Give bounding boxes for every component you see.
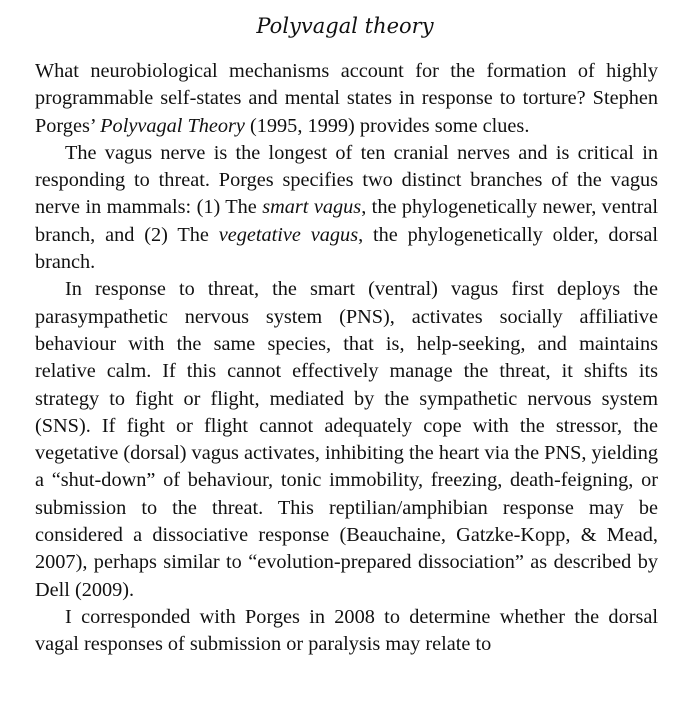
paragraph <box>35 276 658 604</box>
text-run: , the phylogenetically older, dorsal branch. <box>35 223 658 274</box>
paragraph <box>35 58 658 140</box>
italic-term: smart vagus <box>262 196 362 219</box>
text-run: I corresponded with Porges in 2008 to determine whether the dorsal vagal responses of submission or paralysis may relate to <box>35 605 658 656</box>
text-run: What neurobiological mechanisms account for the formation of highly programmable self-states and mental states in response to torture? Stephen Porges’ <box>35 60 658 137</box>
text-run: In response to threat, the smart (ventral) vagus first deploys the parasympathetic nervous system (PNS), activates socially affiliative behaviour with the same species, that is, help-seeking, and maintains relative calm. If this cannot effectively manage the threat, it shifts its strategy to fight or flight, mediated by the sympathetic nervous system (SNS). If fight or flight cannot adequately cope with the stressor, the vegetative (dorsal) vagus activates, inhibiting the heart via the PNS, yielding a “shut-down” of behaviour, tonic immobility, freezing, death-feigning, or submission to the threat. This reptilian/amphibian response may be considered a dissociative response (Beauchaine, Gatzke-Kopp, & Mead, 2007), perhaps similar to “evolution-prepared dissociation” as described by Dell (2009). <box>35 278 658 601</box>
italic-term: vegetative vagus <box>218 223 359 246</box>
paragraph <box>35 140 658 276</box>
italic-term: Polyvagal Theory <box>100 114 245 137</box>
paragraph <box>35 604 658 659</box>
body-text <box>35 58 658 659</box>
running-head-title: Polyvagal theory <box>256 14 434 38</box>
text-run: (1995, 1999) provides some clues. <box>244 114 530 137</box>
text-run: The vagus nerve is the longest of ten cranial nerves and is critical in responding to threat. Porges specifies two distinct branches of the vagus nerve in mammals: (1) The <box>35 141 658 219</box>
text-run: , the phylogenetically newer, ventral branch, and (2) The <box>35 196 658 246</box>
